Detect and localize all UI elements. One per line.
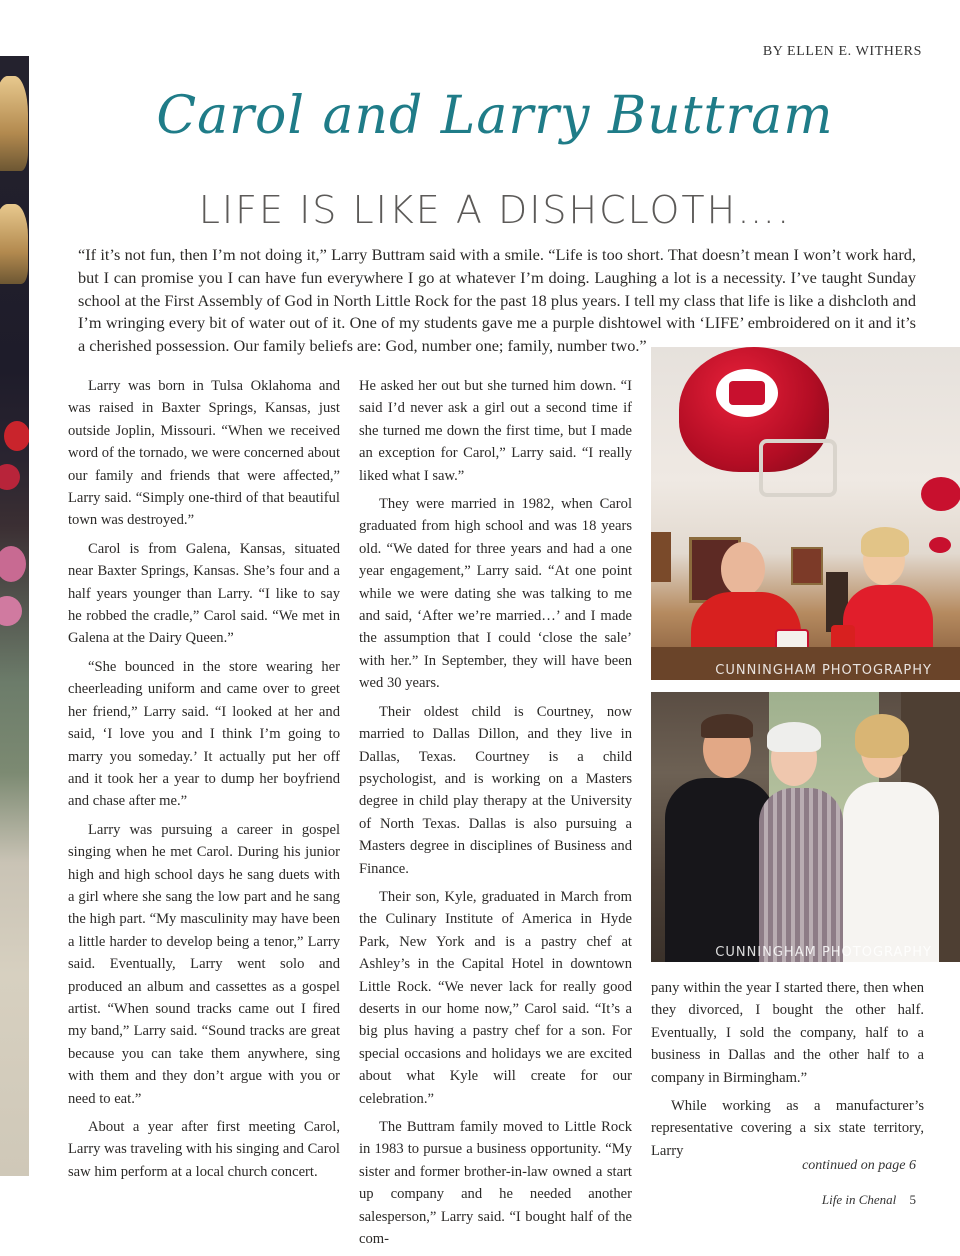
page-number: 5 — [909, 1192, 916, 1207]
couple-kitchen-photo — [651, 347, 960, 680]
column-2 — [359, 375, 632, 1256]
column-3 — [651, 977, 924, 1168]
paragraph: They were married in 1982, when Carol graduated from high school and was 18 years old. “We dated for three years and had a one year engagement,” Larry said. “At one point while we were dating she was talking to me and said, ‘After we’re married…’ and I made the assumption that I could ‘close the sale’ with her.” In September, they will have been wed 30 years. — [359, 496, 632, 692]
paragraph: Larry was pursuing a career in gospel singing when he met Carol. During his junior high and high school days he sang duets with a girl where she sang the low part and he sang the high part. “My masculinity may have been a little harder to develop being a tenor,” Larry said. Eventually, Larry went solo and produced an album and cassettes as a gospel artist. “When sound tracks came out I fired my band,” Larry said. “Sound tracks are great because you can take them anywhere, sing with them and they don’t argue with you or need to eat.” — [68, 821, 340, 1107]
family-portrait-photo — [651, 692, 960, 962]
paragraph: Their son, Kyle, graduated in March from the Culinary Institute of America in Hyde Park, New York and is a pastry chef at Ashley’s in the Capital Hotel in downtown Little Rock. “We never lack for really good deserts in our home now,” Carol said. “It’s a big plus having a pastry chef for a son. For special occasions and holidays we are excited about what Kyle will create for our celebration.” — [359, 888, 632, 1107]
column-1 — [68, 375, 340, 1189]
byline: BY ELLEN E. WITHERS — [762, 44, 922, 59]
paragraph: pany within the year I started there, then when they divorced, I bought the other half. Eventually, I sold the company, half to a business in Dallas and the other half to a company in Birmingham.” — [651, 980, 924, 1086]
paragraph: Their oldest child is Courtney, now married to Dallas Dillon, and they live in Dallas, Texas. Courtney is a child psychologist, and is working on a Masters degree in child play therapy at the University of North Texas. Dallas is also pursuing a Masters degree in disciplines of Business and Finance. — [359, 703, 632, 877]
paragraph: The Buttram family moved to Little Rock in 1983 to pursue a business opportunity. “My sister and former brother-in-law owned a start up company and he needed another salesperson,” Larry said. “I bought half of the com- — [359, 1119, 632, 1248]
left-edge-photo — [0, 56, 29, 1176]
page-footer — [822, 1192, 916, 1208]
paragraph: About a year after first meeting Carol, Larry was traveling with his singing and Carol saw him perform at a local church concert. — [68, 1119, 340, 1180]
lede-paragraph: “If it’s not fun, then I’m not doing it,” Larry Buttram said with a smile. “Life is too short. That doesn’t mean I won’t work hard, but I can promise you I can have fun everywhere I go at whatever I’m doing. Laughing a lot is a necessity. I’ve taught Sunday school at the First Assembly of God in North Little Rock for the past 18 plus years. I tell my class that life is like a dishcloth and I’m wringing every bit of water out of it. One of my students gave me a purple dishtowel with ‘LIFE’ embroidered on it and it’s a cherished possession. Our family beliefs are: God, number one; family, number two.” — [78, 245, 916, 356]
paragraph: Larry was born in Tulsa Oklahoma and was raised in Baxter Springs, Kansas, just outside Joplin, Missouri. “When we received word of the tornado, we were concerned about our family and friends that were affected,” Larry said. “Simply one-third of that beautiful town was destroyed.” — [68, 378, 340, 529]
continued-note: continued on page 6 — [802, 1158, 916, 1173]
paragraph: He asked her out but she turned him down. “I said I’d never ask a girl out a second time if she turned me down the first time, but I made an exception for Carol,” Larry said. “I really liked what I saw.” — [359, 378, 632, 484]
photo-credit: CUNNINGHAM PHOTOGRAPHY — [715, 945, 932, 960]
article-title: Carol and Larry Buttram — [156, 86, 834, 146]
paragraph: Carol is from Galena, Kansas, situated near Baxter Springs, Kansas. She’s four and a half years younger than Larry. “I like to say he robbed the cradle,” Carol said. “We met in Galena at the Dairy Queen.” — [68, 540, 340, 647]
publication-name: Life in Chenal — [821, 1192, 897, 1207]
article-subtitle: LIFE IS LIKE A DISHCLOTH…. — [198, 188, 792, 232]
paragraph: “She bounced in the store wearing her cheerleading uniform and came over to greet her friend,” Larry said. “I looked at her and said, ‘I love you and I think I’m going to marry you someday.’ It actually put her off and it took her a year to dump her boyfriend and chase after me.” — [68, 658, 340, 810]
paragraph: While working as a manufacturer’s representative covering a six state territory, Larry — [651, 1098, 924, 1159]
photo-credit: CUNNINGHAM PHOTOGRAPHY — [715, 663, 932, 678]
